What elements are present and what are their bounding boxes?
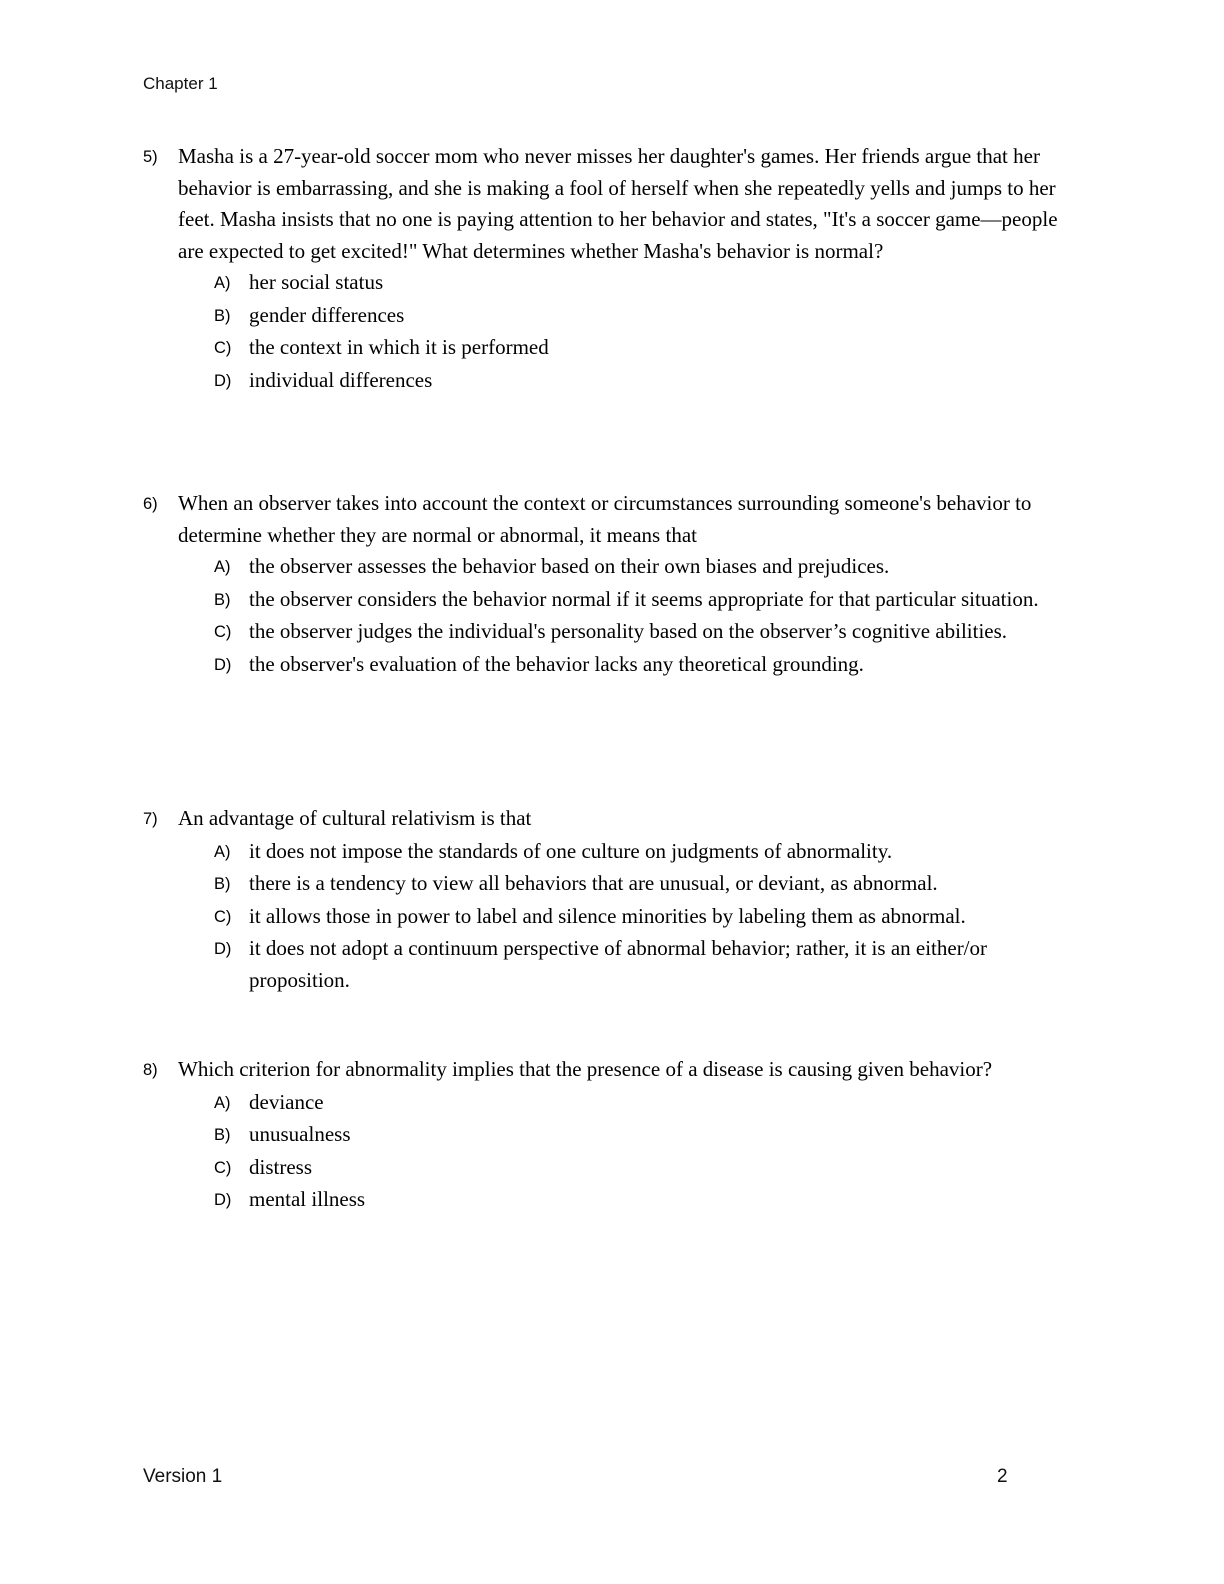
question-number: 6) [143,495,158,513]
option-text: individual differences [249,367,433,392]
option-letter: A) [214,1093,231,1112]
answer-option [214,933,1073,996]
answer-options [214,267,1073,397]
option-text: unusualness [249,1122,351,1146]
question-stem: When an observer takes into account the context or circumstances surrounding someone's behavior to determine whether they are normal or abnormal, it means that [178,491,1032,547]
option-letter: D) [214,1191,232,1209]
option-letter: B) [214,875,231,893]
option-letter: D) [214,655,232,674]
option-text: the observer's evaluation of the behavior lacks any theoretical grounding. [249,651,864,676]
answer-options [214,1087,1073,1217]
option-text: deviance [249,1089,324,1114]
question-stem: An advantage of cultural relativism is that [178,806,532,830]
question-8 [143,1054,1073,1217]
answer-option [214,1087,1073,1120]
answer-option [214,1184,1073,1217]
option-letter: B) [214,1126,231,1144]
page-number: 2 [997,1466,1008,1487]
option-letter: D) [214,371,232,390]
option-letter: A) [214,842,231,861]
option-text: the context in which it is performed [249,335,549,359]
question-number: 8) [143,1061,158,1079]
answer-options [214,551,1073,681]
page-header: Chapter 1 [143,74,218,93]
option-letter: C) [214,1158,232,1177]
question-stem: Masha is a 27-year-old soccer mom who never misses her daughter's games. Her friends argue that her behavior is embarrassing, and she is making a fool of herself when she repeatedly yells and jumps to her feet. Masha insists that no one is paying attention to her behavior and states, "It's a soccer game—people are expected to get excited!" What determines whether Masha's behavior is normal? [178,144,1058,263]
option-text: mental illness [249,1187,366,1211]
option-text: it allows those in power to label and silence minorities by labeling them as abnormal. [249,903,966,928]
question-6 [143,488,1073,681]
option-text: her social status [249,270,384,294]
option-text: it does not impose the standards of one culture on judgments of abnormality. [249,838,893,863]
answer-option [214,868,1073,901]
option-letter: A) [214,274,231,292]
option-text: gender differences [249,302,405,327]
question-number: 7) [143,810,158,828]
answer-option [214,616,1073,649]
option-letter: D) [214,940,232,958]
answer-options [214,836,1073,997]
answer-option [214,1119,1073,1152]
option-text: there is a tendency to view all behaviors that are unusual, or deviant, as abnormal. [249,871,938,895]
option-letter: C) [214,623,232,641]
option-letter: C) [214,907,232,926]
option-text: the observer assesses the behavior based on their own biases and prejudices. [249,554,890,578]
question-5 [143,141,1073,397]
question-number: 5) [143,148,158,166]
answer-option [214,332,1073,365]
question-7 [143,803,1073,996]
answer-option [214,551,1073,584]
answer-option [214,836,1073,869]
option-text: the observer judges the individual's personality based on the observer’s cognitive abilities. [249,619,1008,643]
option-letter: C) [214,339,232,357]
question-stem: Which criterion for abnormality implies that the presence of a disease is causing given behavior? [178,1057,993,1081]
option-letter: B) [214,590,231,609]
answer-option [214,649,1073,682]
answer-option [214,267,1073,300]
answer-option [214,901,1073,934]
option-text: the observer considers the behavior normal if it seems appropriate for that particular situation. [249,586,1039,611]
option-text: distress [249,1154,312,1179]
answer-option [214,365,1073,398]
answer-option [214,584,1073,617]
answer-option [214,1152,1073,1185]
option-letter: A) [214,558,231,576]
option-letter: B) [214,306,231,325]
footer-version: Version 1 [143,1466,223,1487]
option-text: it does not adopt a continuum perspective of abnormal behavior; rather, it is an either/or proposition. [249,936,988,992]
answer-option [214,300,1073,333]
